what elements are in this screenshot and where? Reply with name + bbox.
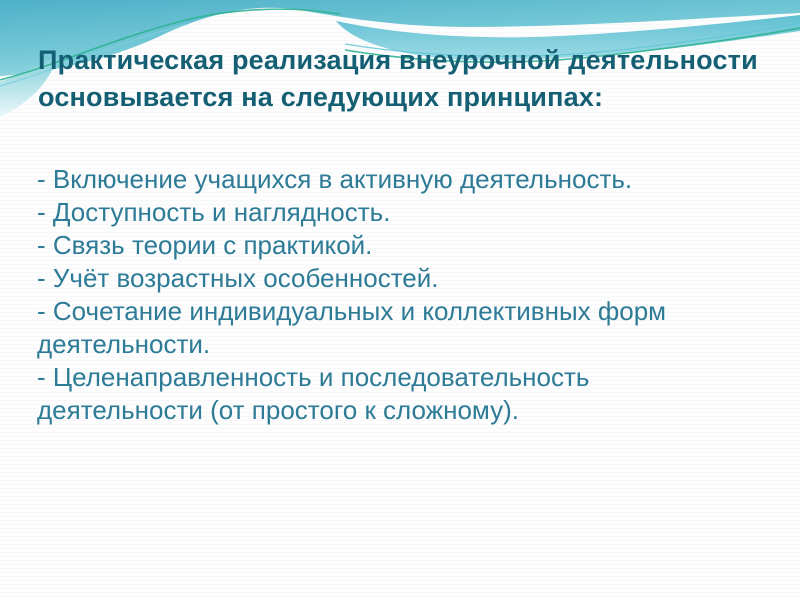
- principle-item: - Целенаправленность и последовательность деятельности (от простого к сложному).: [37, 362, 590, 425]
- principle-item: - Включение учащихся в активную деятельность.: [37, 164, 633, 194]
- principle-item: - Учёт возрастных особенностей.: [37, 263, 439, 293]
- principle-item: - Связь теории с практикой.: [37, 230, 373, 260]
- page-title: [38, 42, 788, 116]
- title-line-2: основывается на следующих принципах:: [38, 82, 604, 112]
- title-line-1: Практическая реализация внеурочной деятельности: [38, 45, 758, 75]
- principles-list: [37, 163, 717, 427]
- principle-item: - Доступность и наглядность.: [37, 197, 391, 227]
- principle-item: - Сочетание индивидуальных и коллективных форм деятельности.: [37, 296, 667, 359]
